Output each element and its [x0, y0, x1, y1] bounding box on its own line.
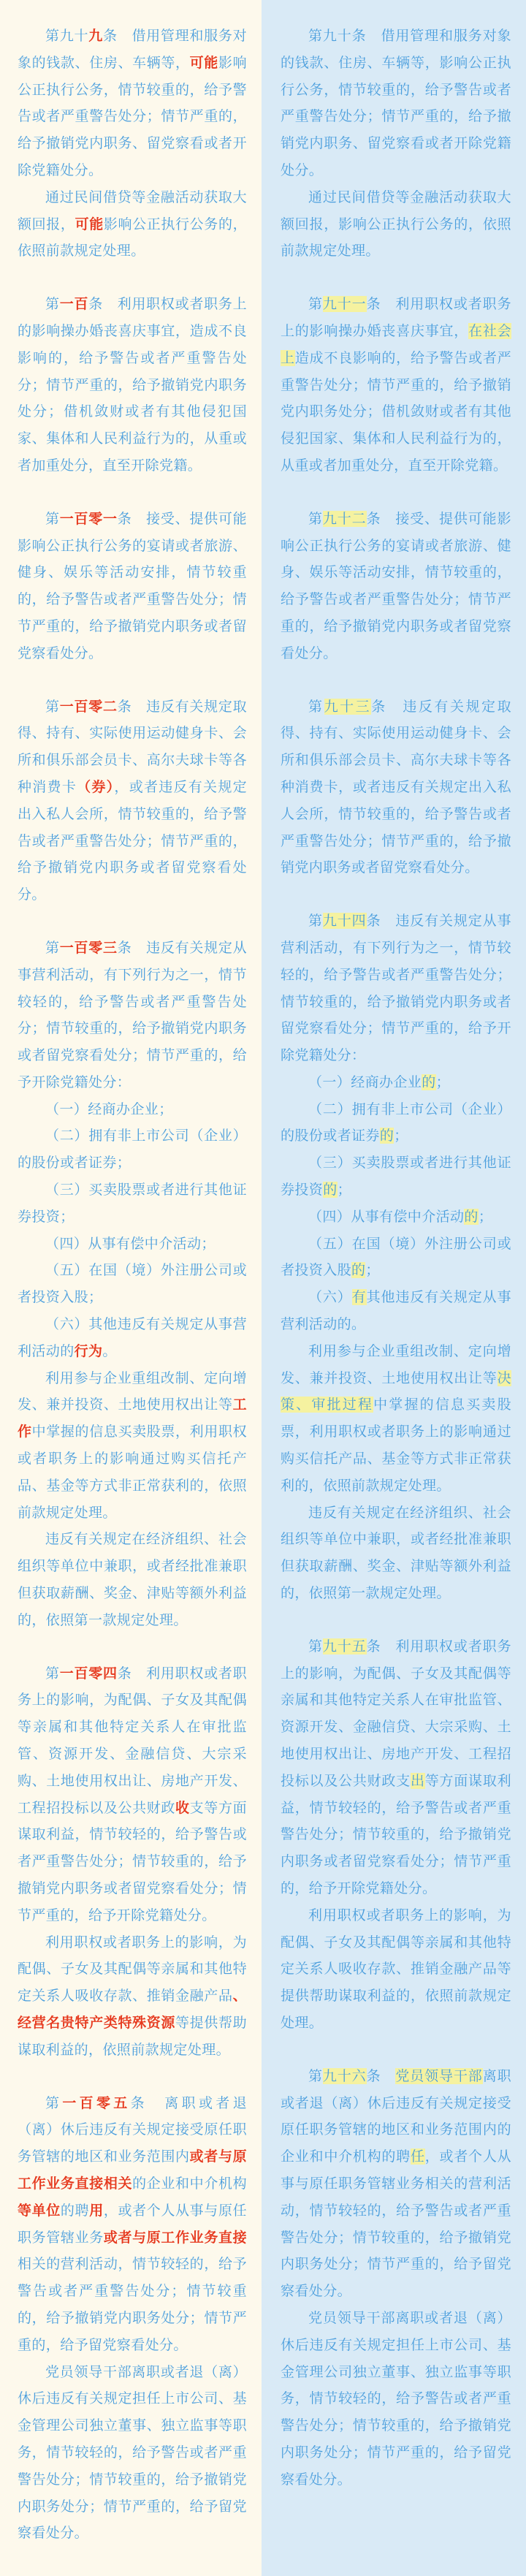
paragraph: （四）从事有偿中介活动；	[45, 1235, 216, 1252]
paragraph: （三）买卖股票或者进行其他证券投资的；	[281, 1155, 511, 1198]
emphasis-text: （券）	[77, 778, 115, 795]
paragraph: （二）拥有非上市公司（企业）的股份或者证券的；	[281, 1101, 511, 1144]
article	[281, 694, 511, 882]
article	[281, 291, 511, 479]
paragraph: 利用参与企业重组改制、定向增发、兼并投资、土地使用权出让等工作中掌握的信息买卖股票，利用职权或者职务上的影响通过购买信托产品、基金等方式非正常获利的，依照前款规定处理。	[18, 1369, 247, 1521]
emphasis-text: 工作	[18, 1397, 247, 1440]
new-version-column	[262, 0, 526, 2576]
article	[18, 23, 247, 265]
paragraph: （六）有其他违反有关规定从事营利活动的。	[281, 1289, 511, 1333]
paragraph: （六）其他违反有关规定从事营利活动的行为。	[18, 1316, 247, 1359]
paragraph: 第九十一条 利用职权或者职务上的影响操办婚丧喜庆事宜，在社会上造成不良影响的，给予警告或者严重警告处分；情节严重的，给予撤销党内职务处分；借机敛财或者有其他侵犯国家、集体和人民利益行为的，从重或者加重处分，直至开除党籍。	[281, 296, 512, 474]
highlight-text: 九十四	[322, 913, 367, 930]
emphasis-text: 一百	[59, 296, 89, 313]
paragraph: 第九十二条 接受、提供可能影响公正执行公务的宴请或者旅游、健身、娱乐等活动安排，情节较重的，给予警告或者严重警告处分；情节严重的，给予撤销党内职务或者留党察看处分。	[281, 510, 511, 661]
highlight-text: 任	[410, 2148, 425, 2165]
emphasis-text: 行为	[74, 1342, 103, 1359]
emphasis-text: 或者与原工作业务直接	[103, 2229, 247, 2246]
highlight-text: 党员领导干部	[395, 2067, 483, 2084]
highlight-text: 出	[410, 1772, 425, 1789]
emphasis-text: 、经营名贵特产类特殊资源	[18, 1988, 247, 2031]
highlight-text: 九十一	[322, 296, 367, 313]
paragraph: （四）从事有偿中介活动的；	[308, 1208, 493, 1225]
paragraph: 第一百零一条 接受、提供可能影响公正执行公务的宴请或者旅游、健身、娱乐等活动安排，情节较重的，给予警告或者严重警告处分；情节严重的，给予撤销党内职务或者留党察看处分。	[18, 510, 247, 661]
paragraph: 第九十四条 违反有关规定从事营利活动，有下列行为之一，情节较轻的，给予警告或者严重警告处分；情节较重的，给予撤销党内职务或者留党察看处分；情节严重的，给予开除党籍处分：	[281, 913, 511, 1064]
emphasis-text: 一百零三	[59, 939, 118, 956]
article	[18, 506, 247, 667]
highlight-text: 决策、审批过程	[281, 1369, 511, 1413]
old-version-column	[0, 0, 262, 2576]
paragraph: 利用职权或者职务上的影响，为配偶、子女及其配偶等亲属和其他特定关系人吸收存款、推销金融产品、经营名贵特产类特殊资源等提供帮助谋取利益的，依照前款规定处理。	[18, 1934, 247, 2058]
highlight-text: 在社会上	[281, 322, 512, 366]
highlight-text: 九十二	[322, 510, 367, 527]
article	[18, 291, 247, 479]
paragraph: 违反有关规定在经济组织、社会组织等单位中兼职，或者经批准兼职但获取薪酬、奖金、津贴等额外利益的，依照第一款规定处理。	[18, 1531, 247, 1628]
paragraph: （三）买卖股票或者进行其他证券投资；	[18, 1182, 247, 1225]
article	[281, 908, 511, 1607]
paragraph: 第九十条 借用管理和服务对象的钱款、住房、车辆等，影响公正执行公务，情节较重的，给予警告或者严重警告处分；情节严重的，给予撤销党内职务、留党察看或者开除党籍处分。	[281, 28, 511, 178]
article	[18, 2090, 247, 2547]
article	[281, 2063, 511, 2493]
paragraph: 第九十九条 借用管理和服务对象的钱款、住房、车辆等，可能影响公正执行公务，情节较重的，给予警告或者严重警告处分；情节严重的，给予撤销党内职务、留党察看或者开除党籍处分。	[18, 28, 247, 178]
paragraph: 第一百零四条 利用职权或者职务上的影响，为配偶、子女及其配偶等亲属和其他特定关系人在审批监管、资源开发、金融信贷、大宗采购、土地使用权出让、房地产开发、工程招投标以及公共财政收支等方面谋取利益，情节较轻的，给予警告或者严重警告处分；情节较重的，给予撤销党内职务或者留党察看处分；情节严重的，给予开除党籍处分。	[18, 1665, 247, 1923]
paragraph: 利用参与企业重组改制、定向增发、兼并投资、土地使用权出让等决策、审批过程中掌握的信息买卖股票，利用职权或者职务上的影响通过购买信托产品、基金等方式非正常获利的，依照前款规定处理。	[281, 1342, 511, 1494]
emphasis-text: 一百零五	[62, 2094, 131, 2111]
article	[281, 1633, 511, 2037]
emphasis-text: 可能	[75, 216, 104, 232]
paragraph: 第九十三条 违反有关规定取得、持有、实际使用运动健身卡、会所和俱乐部会员卡、高尔夫球卡等各种消费卡，或者违反有关规定出入私人会所，情节较重的，给予警告或者严重警告处分；情节严重的，给予撤销党内职务或者留党察看处分。	[281, 698, 512, 876]
paragraph: （二）拥有非上市公司（企业）的股份或者证券；	[18, 1128, 247, 1171]
article	[18, 1660, 247, 2064]
article	[281, 506, 511, 667]
paragraph: （一）经商办企业的；	[308, 1074, 451, 1090]
emphasis-text: 用	[89, 2202, 104, 2219]
paragraph: 利用职权或者职务上的影响，为配偶、子女及其配偶等亲属和其他特定关系人吸收存款、推销金融产品等提供帮助谋取利益的，依照前款规定处理。	[281, 1907, 511, 2031]
highlight-text: 九十六	[322, 2067, 367, 2084]
paragraph: 第九十六条 党员领导干部离职或者退（离）休后违反有关规定接受原任职务管辖的地区和业务范围内的企业和中介机构的聘任，或者个人从事与原任职务管辖业务相关的营利活动，情节较轻的，给予警告或者严重警告处分；情节较重的，给予撤销党内职务处分；情节严重的，给予留党察看处分。	[281, 2067, 511, 2300]
highlight-text: 的	[351, 1262, 366, 1279]
highlight-text: 的	[422, 1074, 436, 1090]
paragraph: 通过民间借贷等金融活动获取大额回报，影响公正执行公务的，依照前款规定处理。	[281, 189, 511, 259]
paragraph: 第一百零五条 离职或者退（离）休后违反有关规定接受原任职务管辖的地区和业务范围内或者与原工作业务直接相关的企业和中介机构等单位的聘用，或者个人从事与原任职务管辖业务或者与原工作业务直接相关的营利活动，情节较轻的，给予警告或者严重警告处分；情节较重的，给予撤销党内职务处分；情节严重的，给予留党察看处分。	[18, 2094, 248, 2353]
highlight-text: 的	[464, 1208, 479, 1225]
paragraph: 第九十五条 利用职权或者职务上的影响，为配偶、子女及其配偶等亲属和其他特定关系人在审批监管、资源开发、金融信贷、大宗采购、土地使用权出让、房地产开发、工程招投标以及公共财政支出等方面谋取利益，情节较轻的，给予警告或者严重警告处分；情节较重的，给予撤销党内职务或者留党察看处分；情节严重的，给予开除党籍处分。	[281, 1638, 511, 1896]
article	[18, 694, 247, 908]
emphasis-text: 等单位	[18, 2202, 61, 2219]
highlight-text: 有	[351, 1289, 367, 1306]
emphasis-text: 或者与原工作业务直接相关	[18, 2148, 247, 2192]
emphasis-text: 一百零一	[59, 510, 118, 527]
emphasis-text: 收	[175, 1799, 190, 1816]
highlight-text: 的	[379, 1128, 394, 1144]
emphasis-text: 可能	[189, 54, 218, 71]
highlight-text: 九十三	[324, 698, 372, 715]
paragraph: 第一百条 利用职权或者职务上的影响操办婚丧喜庆事宜，造成不良影响的，给予警告或者严重警告处分；情节严重的，给予撤销党内职务处分；借机敛财或者有其他侵犯国家、集体和人民利益行为的，从重或者加重处分，直至开除党籍。	[18, 296, 248, 474]
emphasis-text: 一百零二	[59, 698, 118, 715]
paragraph: 违反有关规定在经济组织、社会组织等单位中兼职，或者经批准兼职但获取薪酬、奖金、津贴等额外利益的，依照第一款规定处理。	[281, 1504, 511, 1602]
paragraph: 党员领导干部离职或者退（离）休后违反有关规定担任上市公司、基金管理公司独立董事、独立监事等职务，情节较轻的，给予警告或者严重警告处分；情节较重的，给予撤销党内职务处分；情节严重的，给予留党察看处分。	[281, 2309, 511, 2488]
paragraph: 第一百零二条 违反有关规定取得、持有、实际使用运动健身卡、会所和俱乐部会员卡、高尔夫球卡等各种消费卡（券），或者违反有关规定出入私人会所，情节较重的，给予警告或者严重警告处分；情节严重的，给予撤销党内职务或者留党察看处分。	[18, 698, 247, 903]
paragraph: 党员领导干部离职或者退（离）休后违反有关规定担任上市公司、基金管理公司独立董事、独立监事等职务，情节较轻的，给予警告或者严重警告处分；情节较重的，给予撤销党内职务处分；情节严重的，给予留党察看处分。	[18, 2363, 247, 2542]
paragraph: （一）经商办企业；	[45, 1101, 173, 1117]
highlight-text: 的	[323, 1182, 338, 1198]
article	[18, 935, 247, 1634]
emphasis-text: 九	[88, 28, 103, 44]
paragraph: （五）在国（境）外注册公司或者投资入股；	[18, 1262, 247, 1306]
highlight-text: 九十五	[322, 1638, 367, 1654]
article	[281, 23, 511, 265]
emphasis-text: 一百零四	[59, 1665, 118, 1682]
paragraph: 第一百零三条 违反有关规定从事营利活动，有下列行为之一，情节较轻的，给予警告或者严重警告处分；情节较重的，给予撤销党内职务或者留党察看处分；情节严重的，给予开除党籍处分：	[18, 939, 247, 1090]
paragraph: （五）在国（境）外注册公司或者投资入股的；	[281, 1235, 511, 1279]
paragraph: 通过民间借贷等金融活动获取大额回报，可能影响公正执行公务的，依照前款规定处理。	[18, 189, 247, 259]
